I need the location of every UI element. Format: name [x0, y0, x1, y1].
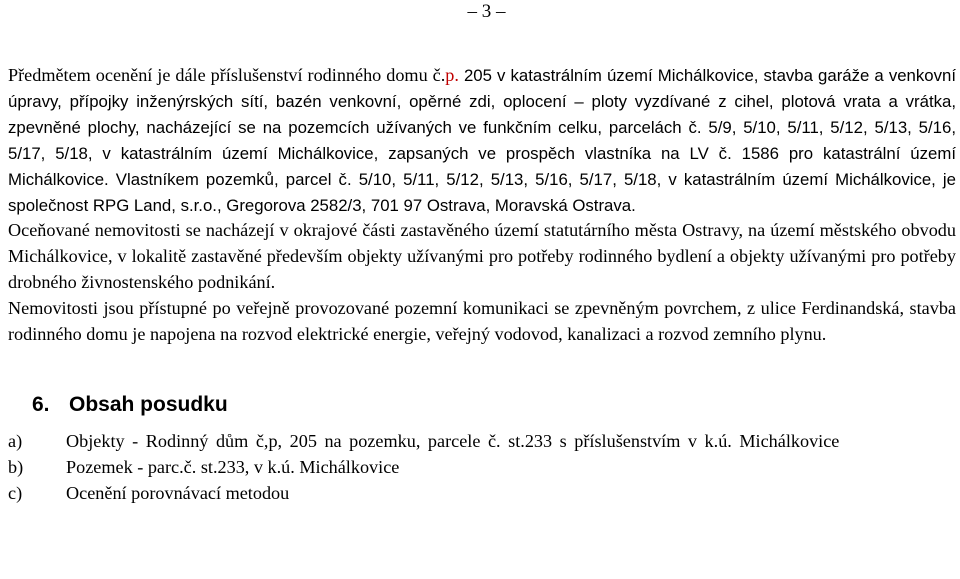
list-marker: b) [8, 456, 24, 477]
highlighted-mark: p. [445, 65, 459, 85]
section-number: 6. [32, 392, 50, 416]
paragraph-location: Oceňované nemovitosti se nacházejí v okrajové části zastavěného území statutárního města Ostravy, na území městského obvodu Michálkovice, v lokalitě zastavěné především objekty užívanými pro potřeby rodinného bydlení a objekty užívanými pro potřeby drobného živnostenského podnikání. [8, 220, 956, 293]
page-number: – 3 – [467, 1, 506, 22]
list-item-text: Objekty - Rodinný dům č,p, 205 na pozemku, parcele č. st.233 s příslušenstvím v k.ú. Michálkovice [66, 430, 840, 451]
paragraph-description-rest: 205 v katastrálním území Michálkovice, stavba garáže a venkovní úpravy, přípojky inženýrských sítí, bazén venkovní, opěrné zdi, oplocení – ploty vyzdívané z cihel, plotová vrata a vrátka, zpevněné plochy, nacházející se na pozemcích užívaných ve funkčním celku, parcelách č. 5/9, 5/10, 5/11, 5/12, 5/13, 5/16, 5/17, 5/18, v katastrálním území Michálkovice, zapsaných ve prospěch vlastníka na LV č. 1586 pro katastrální území Michálkovice. Vlastníkem pozemků, parcel č. 5/10, 5/11, 5/12, 5/13, 5/16, 5/17, 5/18, v katastrálním území Michálkovice, je společnost RPG Land, s.r.o., Gregorova 2582/3, 701 97 Ostrava, Moravská Ostrava. [8, 66, 956, 215]
list-marker: a) [8, 430, 23, 451]
contents-list [8, 429, 956, 507]
document-body [8, 63, 956, 507]
list-item-text: Pozemek - parc.č. st.233, v k.ú. Michálkovice [66, 456, 400, 477]
section-title: Obsah posudku [69, 392, 228, 416]
list-item-text: Ocenění porovnávací metodou [66, 482, 290, 503]
paragraph-access: Nemovitosti jsou přístupné po veřejně provozované pozemní komunikaci se zpevněným povrchem, z ulice Ferdinandská, stavba rodinného domu je napojena na rozvod elektrické energie, veřejný vodovod, kanalizaci a rozvod zemního plynu. [8, 298, 956, 345]
list-item [8, 455, 956, 481]
list-item [8, 429, 956, 455]
list-marker: c) [8, 482, 23, 503]
section-heading [32, 391, 956, 419]
paragraph-description [8, 63, 956, 218]
paragraph-description-lead: Předmětem ocenění je dále příslušenství rodinného domu č. [8, 65, 446, 85]
list-item [8, 481, 956, 507]
